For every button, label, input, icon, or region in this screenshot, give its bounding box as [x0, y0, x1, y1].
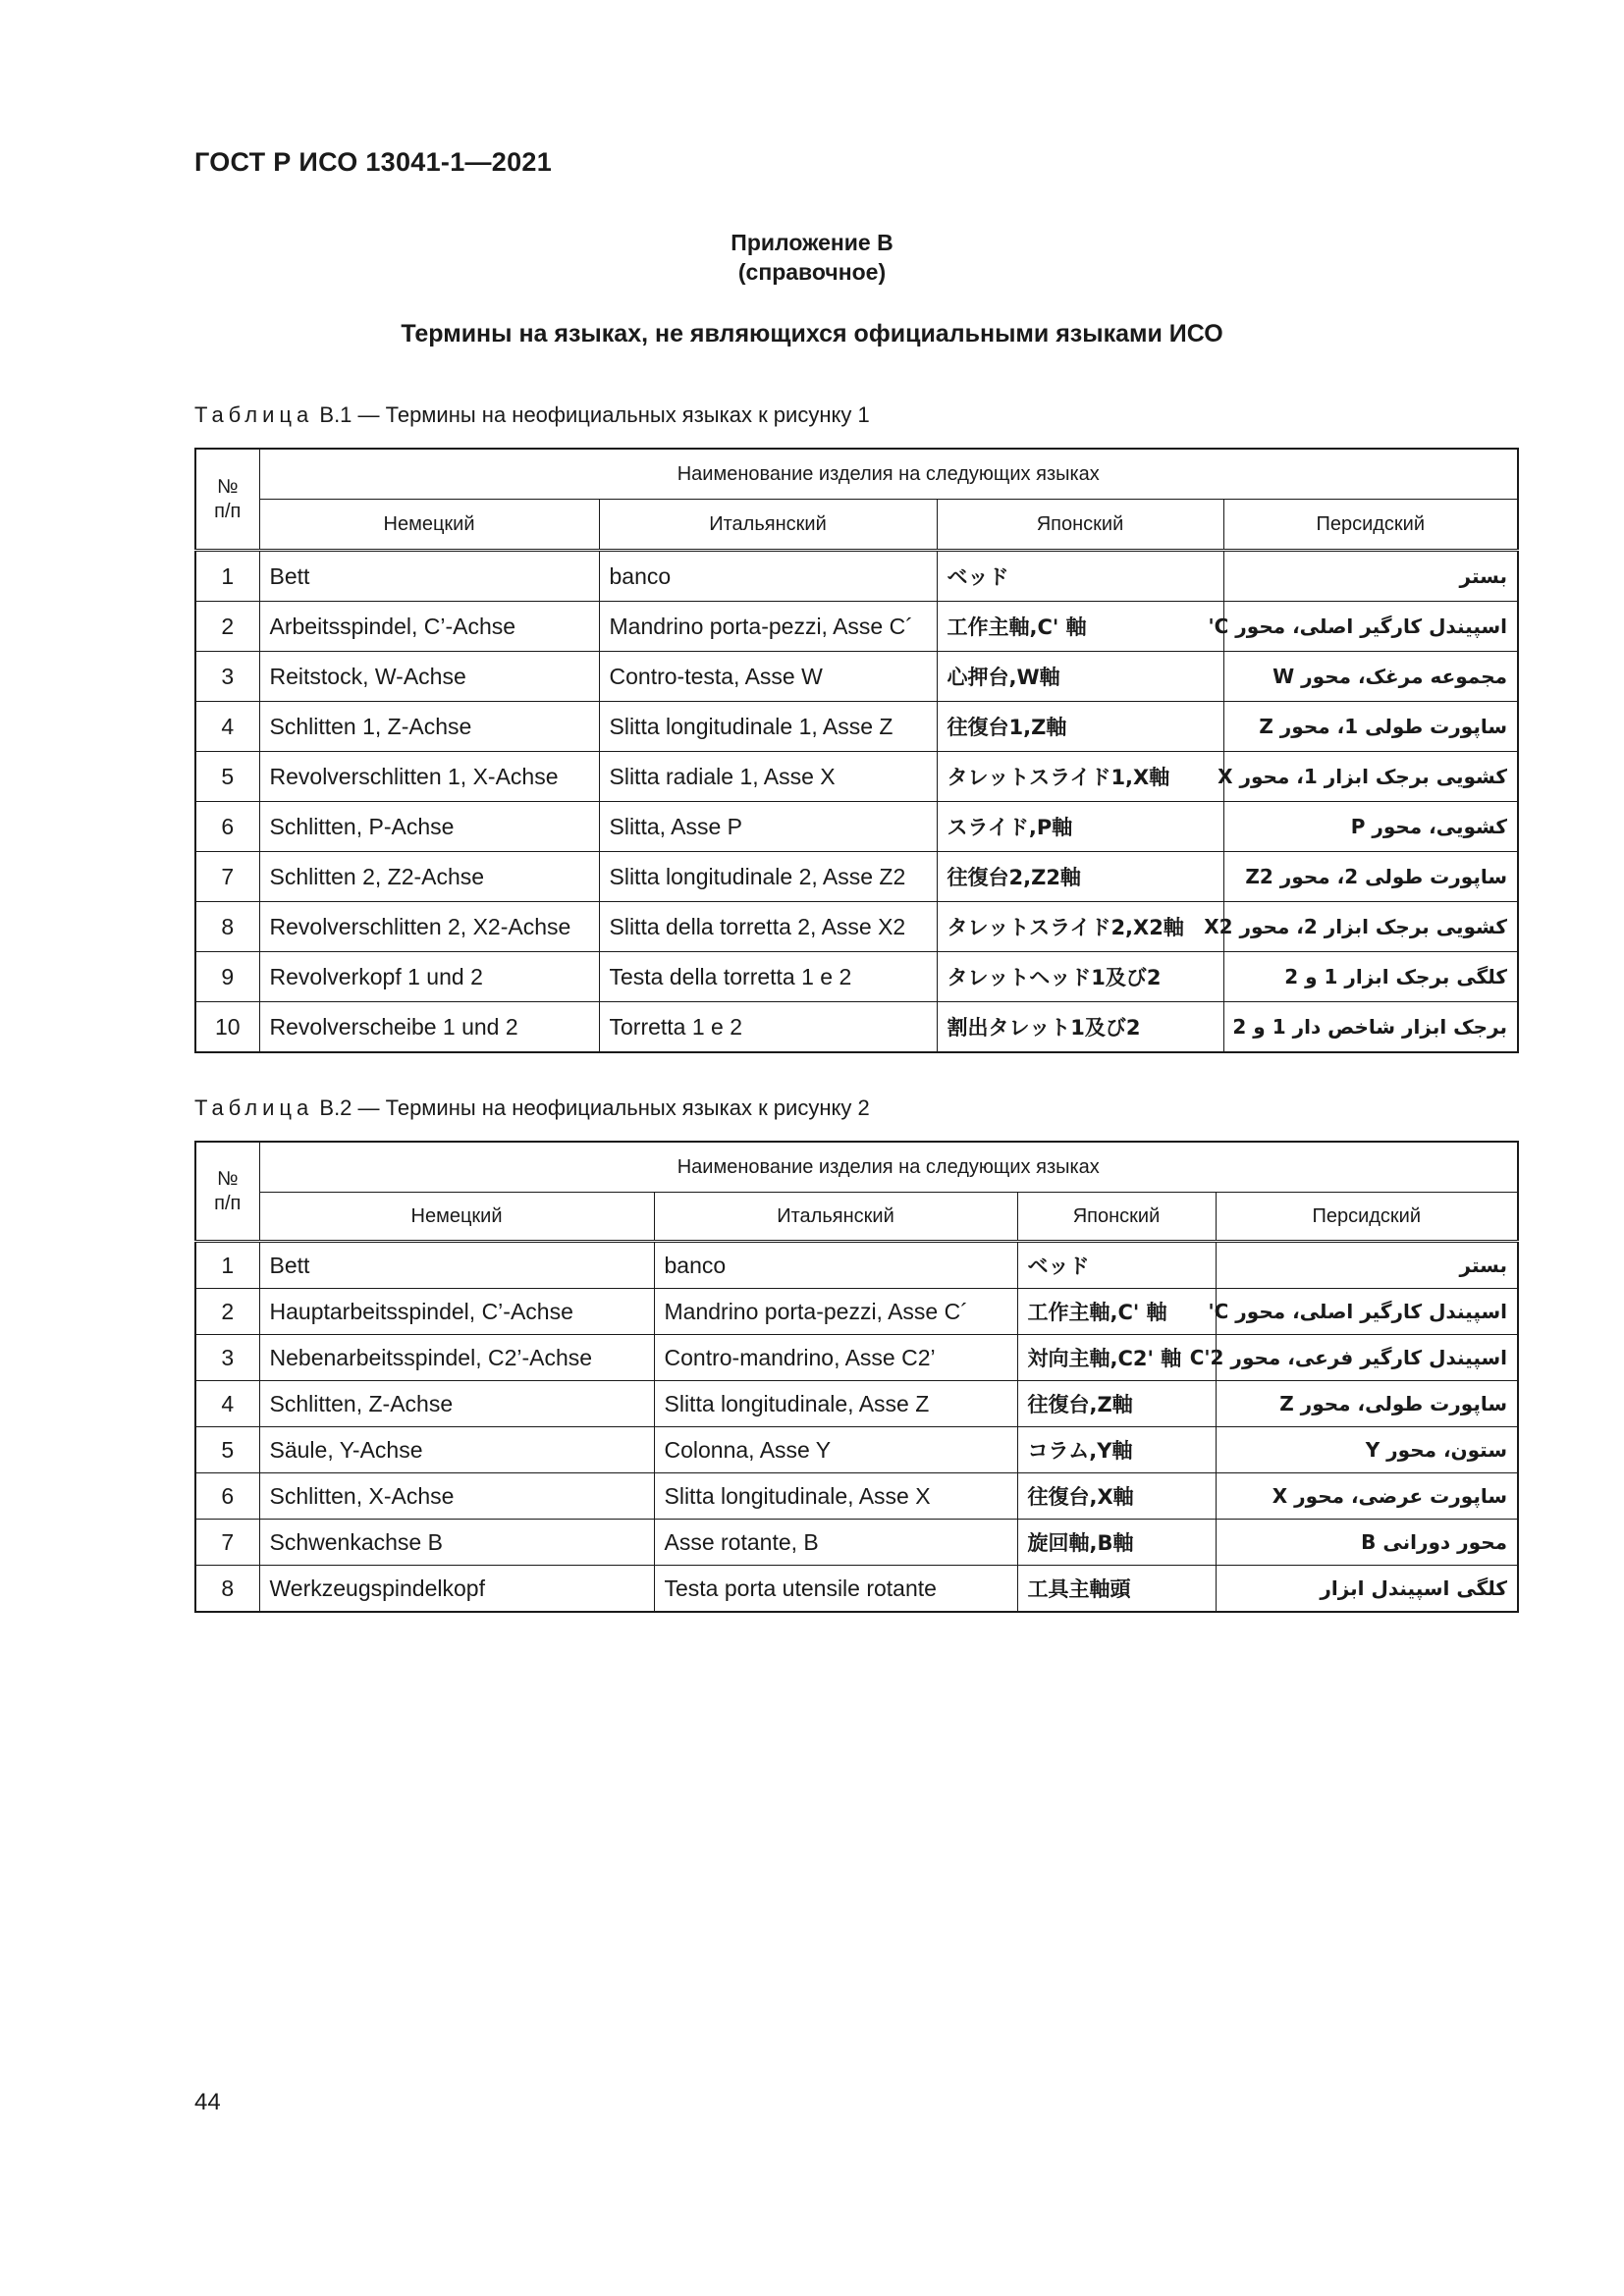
- table2-col-italian: Итальянский: [654, 1193, 1017, 1242]
- table1-number-header: № п/п: [195, 449, 259, 551]
- term-persian: ستون، محور Y: [1216, 1427, 1518, 1473]
- term-persian: ساپورت طولی، محور Z: [1216, 1381, 1518, 1427]
- row-number: 2: [195, 602, 259, 652]
- term-italian: Mandrino porta-pezzi, Asse C´: [654, 1289, 1017, 1335]
- table-row: [195, 1242, 1518, 1289]
- table2-col-german: Немецкий: [259, 1193, 654, 1242]
- term-japanese: ベッド: [1017, 1242, 1216, 1289]
- table-row: [195, 652, 1518, 702]
- table-row: [195, 802, 1518, 852]
- row-number: 8: [195, 902, 259, 952]
- term-german: Schlitten, P-Achse: [259, 802, 599, 852]
- row-number: 3: [195, 1335, 259, 1381]
- term-italian: Slitta radiale 1, Asse X: [599, 752, 937, 802]
- table-row: [195, 952, 1518, 1002]
- term-italian: Slitta longitudinale, Asse X: [654, 1473, 1017, 1520]
- term-persian: بستر: [1216, 1242, 1518, 1289]
- term-german: Hauptarbeitsspindel, C’-Achse: [259, 1289, 654, 1335]
- term-german: Schwenkachse B: [259, 1520, 654, 1566]
- row-number: 3: [195, 652, 259, 702]
- term-persian: بستر: [1223, 551, 1518, 602]
- table2-caption-prefix: Таблица: [194, 1095, 314, 1120]
- term-italian: banco: [654, 1242, 1017, 1289]
- term-japanese: 工作主軸,C' 軸: [937, 602, 1223, 652]
- table2-col-japanese: Японский: [1017, 1193, 1216, 1242]
- term-italian: Asse rotante, B: [654, 1520, 1017, 1566]
- table1-col-persian: Персидский: [1223, 500, 1518, 551]
- term-italian: Contro-testa, Asse W: [599, 652, 937, 702]
- term-german: Schlitten 1, Z-Achse: [259, 702, 599, 752]
- table1-col-japanese: Японский: [937, 500, 1223, 551]
- annex-heading: [0, 228, 1624, 287]
- table-row: [195, 1335, 1518, 1381]
- term-persian: ساپورت عرضی، محور X: [1216, 1473, 1518, 1520]
- term-japanese: スライド,P軸: [937, 802, 1223, 852]
- term-italian: Slitta longitudinale 1, Asse Z: [599, 702, 937, 752]
- term-japanese: 工作主軸,C' 軸: [1017, 1289, 1216, 1335]
- row-number: 9: [195, 952, 259, 1002]
- row-number: 6: [195, 1473, 259, 1520]
- term-japanese: 往復台1,Z軸: [937, 702, 1223, 752]
- term-german: Arbeitsspindel, C’-Achse: [259, 602, 599, 652]
- term-persian: کشویی، محور P: [1223, 802, 1518, 852]
- term-german: Schlitten, X-Achse: [259, 1473, 654, 1520]
- term-italian: Mandrino porta-pezzi, Asse C´: [599, 602, 937, 652]
- annex-subtitle: (справочное): [737, 259, 887, 285]
- term-german: Reitstock, W-Achse: [259, 652, 599, 702]
- table1-col-german: Немецкий: [259, 500, 599, 551]
- term-japanese: 往復台2,Z2軸: [937, 852, 1223, 902]
- term-italian: Slitta, Asse P: [599, 802, 937, 852]
- table1-caption-prefix: Таблица: [194, 402, 314, 427]
- row-number: 7: [195, 852, 259, 902]
- term-persian: اسپیندل کارگیر اصلی، محور C': [1216, 1289, 1518, 1335]
- row-number: 6: [195, 802, 259, 852]
- table1-col-italian: Итальянский: [599, 500, 937, 551]
- term-italian: Testa della torretta 1 e 2: [599, 952, 937, 1002]
- term-japanese: ベッド: [937, 551, 1223, 602]
- term-german: Revolverschlitten 2, X2-Achse: [259, 902, 599, 952]
- table-row: [195, 1520, 1518, 1566]
- term-german: Nebenarbeitsspindel, C2’-Achse: [259, 1335, 654, 1381]
- term-japanese: 旋回軸,B軸: [1017, 1520, 1216, 1566]
- term-italian: Testa porta utensile rotante: [654, 1566, 1017, 1613]
- term-persian: ساپورت طولی 2، محور Z2: [1223, 852, 1518, 902]
- term-german: Revolverschlitten 1, X-Achse: [259, 752, 599, 802]
- term-persian: کلگی برجک ابزار 1 و 2: [1223, 952, 1518, 1002]
- table-row: [195, 551, 1518, 602]
- table2-caption: [194, 1095, 870, 1121]
- term-german: Werkzeugspindelkopf: [259, 1566, 654, 1613]
- row-number: 1: [195, 1242, 259, 1289]
- page-number: 44: [194, 2089, 221, 2115]
- table-row: [195, 1381, 1518, 1427]
- term-japanese: タレットスライド1,X軸: [937, 752, 1223, 802]
- row-number: 5: [195, 1427, 259, 1473]
- term-japanese: 往復台,Z軸: [1017, 1381, 1216, 1427]
- term-italian: Contro-mandrino, Asse C2’: [654, 1335, 1017, 1381]
- term-italian: Slitta longitudinale 2, Asse Z2: [599, 852, 937, 902]
- term-german: Schlitten, Z-Achse: [259, 1381, 654, 1427]
- row-number: 8: [195, 1566, 259, 1613]
- term-italian: Colonna, Asse Y: [654, 1427, 1017, 1473]
- term-german: Revolverkopf 1 und 2: [259, 952, 599, 1002]
- term-german: Bett: [259, 1242, 654, 1289]
- term-persian: کشویی برجک ابزار 1، محور X: [1223, 752, 1518, 802]
- term-japanese: 往復台,X軸: [1017, 1473, 1216, 1520]
- term-japanese: 心押台,W軸: [937, 652, 1223, 702]
- term-persian: محور دورانی B: [1216, 1520, 1518, 1566]
- table-row: [195, 1002, 1518, 1053]
- table2-number-header: № п/п: [195, 1142, 259, 1242]
- table-row: [195, 1566, 1518, 1613]
- row-number: 1: [195, 551, 259, 602]
- table1-caption-text: В.1 — Термины на неофициальных языках к рисунку 1: [319, 402, 870, 427]
- terms-table-1: [194, 448, 1519, 1053]
- table-row: [195, 602, 1518, 652]
- row-number: 4: [195, 1381, 259, 1427]
- term-persian: ساپورت طولی 1، محور Z: [1223, 702, 1518, 752]
- terms-table-2: [194, 1141, 1519, 1613]
- term-japanese: 対向主軸,C2' 軸: [1017, 1335, 1216, 1381]
- term-german: Säule, Y-Achse: [259, 1427, 654, 1473]
- term-japanese: タレットヘッド1及び2: [937, 952, 1223, 1002]
- term-german: Bett: [259, 551, 599, 602]
- term-persian: کلگی اسپیندل ابزار: [1216, 1566, 1518, 1613]
- table-row: [195, 1473, 1518, 1520]
- table-row: [195, 902, 1518, 952]
- table-row: [195, 752, 1518, 802]
- term-persian: اسپیندل کارگیر اصلی، محور C': [1223, 602, 1518, 652]
- table-row: [195, 852, 1518, 902]
- term-japanese: 工具主軸頭: [1017, 1566, 1216, 1613]
- term-persian: کشویی برجک ابزار 2، محور X2: [1223, 902, 1518, 952]
- table2-group-header: Наименование изделия на следующих языках: [259, 1142, 1518, 1193]
- row-number: 2: [195, 1289, 259, 1335]
- row-number: 4: [195, 702, 259, 752]
- term-persian: اسپیندل کارگیر فرعی، محور C'2: [1216, 1335, 1518, 1381]
- term-japanese: コラム,Y軸: [1017, 1427, 1216, 1473]
- table2-col-persian: Персидский: [1216, 1193, 1518, 1242]
- table-row: [195, 1427, 1518, 1473]
- term-german: Revolverscheibe 1 und 2: [259, 1002, 599, 1053]
- term-italian: Slitta longitudinale, Asse Z: [654, 1381, 1017, 1427]
- term-japanese: 割出タレット1及び2: [937, 1002, 1223, 1053]
- term-persian: برجک ابزار شاخص دار 1 و 2: [1223, 1002, 1518, 1053]
- term-italian: Slitta della torretta 2, Asse X2: [599, 902, 937, 952]
- table1-caption: [194, 402, 870, 428]
- table2-caption-text: В.2 — Термины на неофициальных языках к рисунку 2: [319, 1095, 870, 1120]
- document-header: ГОСТ Р ИСО 13041-1—2021: [194, 147, 553, 177]
- row-number: 10: [195, 1002, 259, 1053]
- term-italian: Torretta 1 e 2: [599, 1002, 937, 1053]
- table1-group-header: Наименование изделия на следующих языках: [259, 449, 1518, 500]
- annex-title: Приложение В: [731, 230, 893, 255]
- page-title: Термины на языках, не являющихся официальными языками ИСО: [401, 320, 1223, 347]
- term-german: Schlitten 2, Z2-Achse: [259, 852, 599, 902]
- row-number: 5: [195, 752, 259, 802]
- row-number: 7: [195, 1520, 259, 1566]
- term-persian: مجموعه مرغک، محور W: [1223, 652, 1518, 702]
- table-row: [195, 1289, 1518, 1335]
- term-italian: banco: [599, 551, 937, 602]
- table-row: [195, 702, 1518, 752]
- term-japanese: タレットスライド2,X2軸: [937, 902, 1223, 952]
